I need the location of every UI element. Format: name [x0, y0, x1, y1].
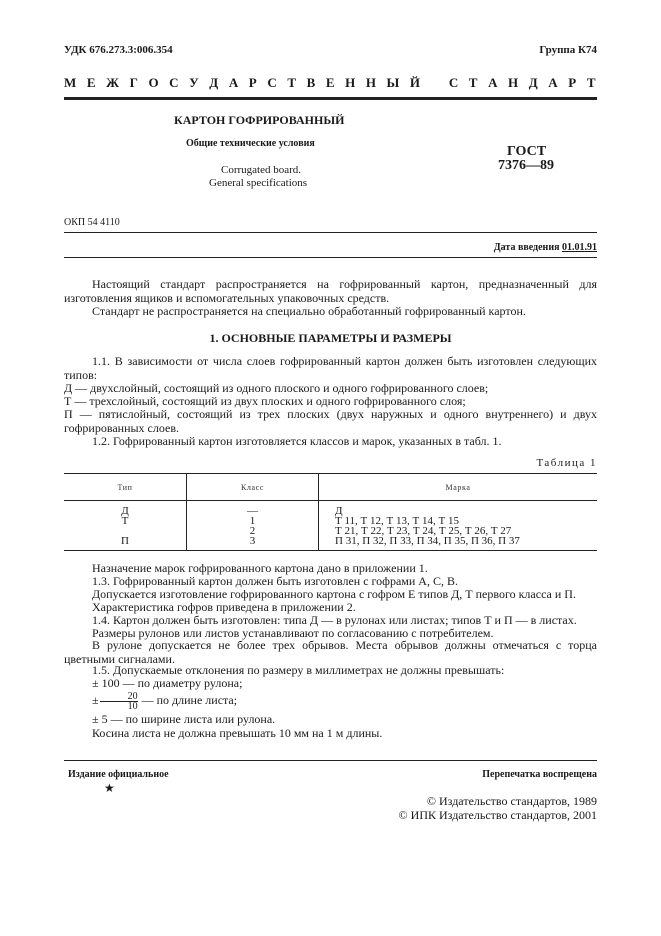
- column-header-mark: Марка: [319, 474, 598, 501]
- fraction-denominator: 10: [127, 700, 138, 712]
- table-cell-type: Т: [121, 515, 129, 527]
- intro-date: [494, 242, 597, 253]
- column-header-type: Тип: [64, 474, 187, 501]
- tolerance-roll-diameter: ± 100 — по диаметру рулона;: [92, 676, 243, 690]
- intro-date-label: Дата введения: [493, 242, 560, 253]
- clause-1-3: 1.3. Гофрированный картон должен быть изготовлен с гофрами А, С, В.: [92, 574, 458, 588]
- document-subtitle: Общие технические условия: [186, 138, 315, 149]
- table-1: [64, 473, 597, 551]
- header-rule: [64, 97, 597, 100]
- type-p-description: П — пятислойный, состоящий из трех плоских (двух наружных и одного внутреннего) и двух гофрированных слоев.: [64, 407, 597, 435]
- interstate-standard-banner: М Е Ж Г О С У Д А Р С Т В Е Н Н Ы Й С Т А Н Д А Р Т: [64, 75, 597, 90]
- copyright-2001: © ИПК Издательство стандартов, 2001: [398, 808, 597, 822]
- title-english-line2: General specifications: [209, 177, 308, 189]
- intro-paragraph-1: Настоящий стандарт распространяется на гофрированный картон, предназначенный для изготовления ящиков и вспомогательных упаковочных средств.: [64, 277, 597, 305]
- okp-rule: [64, 232, 597, 233]
- table-cell-mark: Т 11, Т 12, Т 13, Т 14, Т 15: [319, 516, 598, 526]
- date-rule: [64, 257, 597, 258]
- table-cell-type: Д: [121, 505, 129, 517]
- column-header-class: Класс: [187, 474, 319, 501]
- table-row: [64, 536, 597, 551]
- group-code: Группа К74: [539, 44, 597, 56]
- reprint-prohibited: Перепечатка воспрещена: [482, 769, 597, 780]
- table-cell-class: —: [187, 501, 319, 517]
- corrugation-characteristics-note: Характеристика гофров приведена в приложении 2.: [92, 600, 356, 614]
- table-cell-mark: Т 21, Т 22, Т 23, Т 24, Т 25, Т 26, Т 27: [319, 526, 598, 536]
- marks-purpose-note: Назначение марок гофрированного картона дано в приложении 1.: [92, 561, 428, 575]
- tolerance-sheet-length: [64, 689, 597, 711]
- table-cell-type: П: [64, 536, 187, 551]
- gost-label: ГОСТ: [507, 144, 547, 159]
- type-t-description: Т — трехслойный, состоящий из двух плоских и одного гофрированного слоя;: [64, 394, 466, 408]
- footer-rule: [64, 760, 597, 761]
- clause-1-2: 1.2. Гофрированный картон изготовляется классов и марок, указанных в табл. 1.: [92, 434, 502, 448]
- title-english-line1: Corrugated board.: [221, 164, 302, 176]
- gost-number: 7376—89: [498, 158, 554, 173]
- plus-minus-sign: ±: [92, 693, 99, 707]
- sheet-skew-limit: Косина листа не должна превышать 10 мм на 1 м длины.: [92, 726, 383, 740]
- clause-1-5: 1.5. Допускаемые отклонения по размеру в миллиметрах не должны превышать:: [92, 663, 505, 677]
- tolerance-sheet-width: ± 5 — по ширине листа или рулона.: [92, 712, 276, 726]
- okp-code: ОКП 54 4110: [64, 217, 120, 228]
- star-icon: ★: [104, 781, 115, 795]
- clause-1-4: 1.4. Картон должен быть изготовлен: типа Д — в рулонах или листах; типов Т и П — в листах.: [92, 613, 577, 627]
- table-cell-class: 2: [187, 526, 319, 536]
- udk-code: УДК 676.273.3:006.354: [64, 44, 173, 56]
- roll-breaks-note: В рулоне допускается не более трех обрывов. Места обрывов должны отмечаться с торца цветными сигналами.: [64, 638, 597, 666]
- table-cell-class: 1: [187, 516, 319, 526]
- table-cell-mark: Д: [319, 501, 598, 517]
- document-title: КАРТОН ГОФРИРОВАННЫЙ: [174, 113, 345, 127]
- type-d-description: Д — двухслойный, состоящий из одного плоского и одного гофрированного слоев;: [64, 381, 489, 395]
- intro-paragraph-2: Стандарт не распространяется на специально обработанный гофрированный картон.: [92, 304, 526, 318]
- tolerance-fraction: [100, 692, 138, 711]
- copyright-1989: © Издательство стандартов, 1989: [426, 794, 597, 808]
- table-cell-class: 3: [187, 536, 319, 551]
- fraction-numerator: 20: [100, 692, 138, 702]
- table-row: [64, 516, 597, 526]
- clause-1-1: 1.1. В зависимости от числа слоев гофрированный картон должен быть изготовлен следующих типов:: [64, 354, 597, 382]
- sizes-agreement: Размеры рулонов или листов устанавливают по согласованию с потребителем.: [92, 626, 494, 640]
- table-caption: Таблица 1: [536, 457, 597, 469]
- intro-date-value: 01.01.91: [562, 242, 597, 253]
- official-edition: Издание официальное: [68, 769, 169, 780]
- section-1-heading: 1. ОСНОВНЫЕ ПАРАМЕТРЫ И РАЗМЕРЫ: [209, 331, 452, 345]
- table-row: [64, 501, 597, 517]
- tolerance-sheet-length-text: — по длине листа;: [141, 693, 238, 707]
- table-cell-mark: П 31, П 32, П 33, П 34, П 35, П 36, П 37: [319, 536, 598, 551]
- allow-e-corrugation: Допускается изготовление гофрированного картона с гофром Е типов Д, Т первого класса и П.: [92, 587, 576, 601]
